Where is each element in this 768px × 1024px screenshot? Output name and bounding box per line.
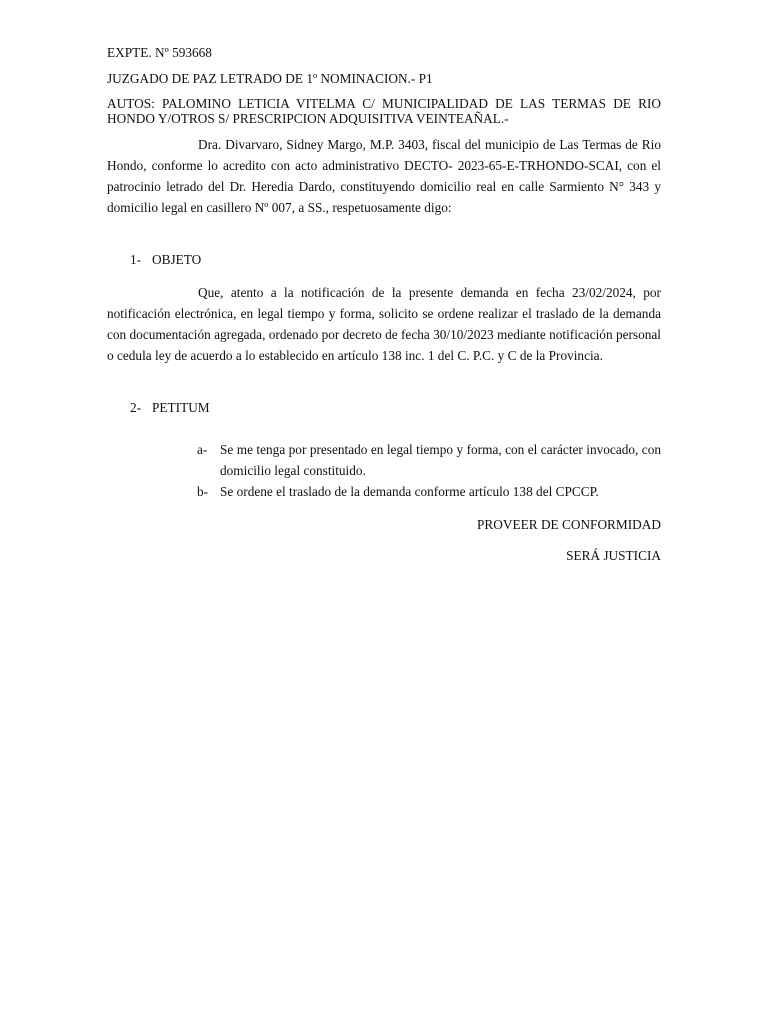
list-marker: a- — [197, 442, 208, 457]
list-item-text: Se me tenga por presentado en legal tiempo y forma, con el carácter invocado, con domicilio legal constituido. — [220, 442, 661, 478]
section-number: 2- — [130, 400, 142, 415]
court-name: JUZGADO DE PAZ LETRADO DE 1º NOMINACION.- P1 — [107, 71, 433, 86]
case-caption: AUTOS: PALOMINO LETICIA VITELMA C/ MUNICIPALIDAD DE LAS TERMAS DE RIO HONDO Y/OTROS S/ PRESCRIPCION ADQUISITIVA VEINTEAÑAL.- — [107, 96, 661, 126]
section-title: PETITUM — [152, 400, 210, 415]
section-title: OBJETO — [152, 252, 202, 267]
section-number: 1- — [130, 252, 142, 267]
section-petitum-heading — [130, 400, 210, 416]
list-marker: b- — [197, 484, 209, 499]
section-objeto-heading — [130, 252, 201, 268]
petitum-item-b — [197, 481, 661, 502]
closing-proveer: PROVEER DE CONFORMIDAD — [477, 517, 661, 532]
intro-paragraph: Dra. Divarvaro, Sidney Margo, M.P. 3403, fiscal del municipio de Las Termas de Rio Hondo, conforme lo acredito con acto administrativo DECTO- 2023-65-E-TRHONDO-SCAI, con el patrocinio letrado del Dr. Heredia Dardo, constituyendo domicilio real en calle Sarmiento N° 343 y domicilio legal en casillero Nº 007, a SS., respetuosamente digo: — [107, 137, 661, 215]
petitum-item-a — [197, 439, 661, 481]
objeto-paragraph: Que, atento a la notificación de la presente demanda en fecha 23/02/2024, por notificación electrónica, en legal tiempo y forma, solicito se ordene realizar el traslado de la demanda con documentación agregada, ordenado por decreto de fecha 30/10/2023 mediante notificación personal o cedula ley de acuerdo a lo establecido en artículo 138 inc. 1 del C. P.C. y C de la Provincia. — [107, 285, 661, 363]
expediente-number: EXPTE. Nº 593668 — [107, 45, 212, 60]
list-item-text: Se ordene el traslado de la demanda conforme artículo 138 del CPCCP. — [220, 484, 599, 499]
closing-justicia: SERÁ JUSTICIA — [566, 548, 661, 563]
